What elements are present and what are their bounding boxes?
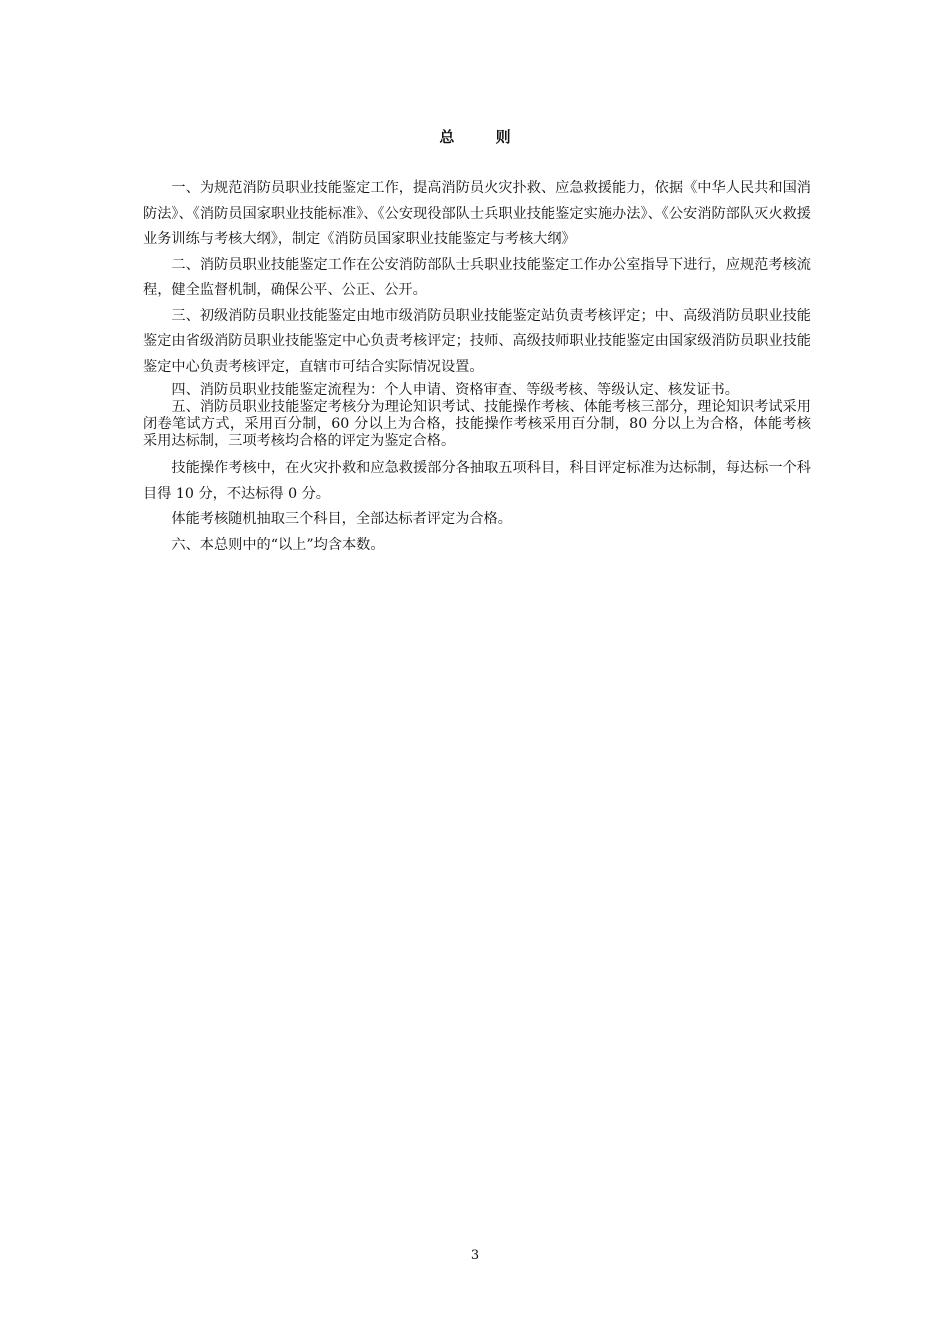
- document-body: [143, 176, 811, 558]
- paragraph-1: 一、为规范消防员职业技能鉴定工作，提高消防员火灾扑救、应急救援能力，依据《中华人民共和国消防法》、《消防员国家职业技能标准》、《公安现役部队士兵职业技能鉴定实施办法》、《公安消防部队灭火救援业务训练与考核大纲》，制定《消防员国家职业技能鉴定与考核大纲》: [143, 180, 811, 247]
- paragraph-6: 技能操作考核中，在火灾扑救和应急救援部分各抽取五项科目，科目评定标准为达标制，每达标一个科目得 10 分，不达标得 0 分。: [143, 460, 811, 502]
- page-number: 3: [470, 1248, 480, 1263]
- page-title: 总 则: [439, 128, 529, 146]
- paragraph-7: 体能考核随机抽取三个科目，全部达标者评定为合格。: [171, 511, 512, 527]
- paragraph-8: 六、本总则中的“以上”均含本数。: [171, 536, 385, 553]
- paragraph-5: 五、消防员职业技能鉴定考核分为理论知识考试、技能操作考核、体能考核三部分，理论知识考试采用闭卷笔试方式，采用百分制，60 分以上为合格，技能操作考核采用百分制，80 分以上为合格，体能考核采用达标制，三项考核均合格的评定为鉴定合格。: [143, 399, 811, 449]
- paragraph-2: 二、消防员职业技能鉴定工作在公安消防部队士兵职业技能鉴定工作办公室指导下进行，应规范考核流程，健全监督机制，确保公平、公正、公开。: [143, 256, 811, 298]
- paragraph-3: 三、初级消防员职业技能鉴定由地市级消防员职业技能鉴定站负责考核评定；中、高级消防员职业技能鉴定由省级消防员职业技能鉴定中心负责考核评定；技师、高级技师职业技能鉴定由国家级消防员职业技能鉴定中心负责考核评定，直辖市可结合实际情况设置。: [143, 307, 811, 375]
- paragraph-4: 四、消防员职业技能鉴定流程为：个人申请、资格审查、等级考核、等级认定、核发证书。: [171, 382, 739, 398]
